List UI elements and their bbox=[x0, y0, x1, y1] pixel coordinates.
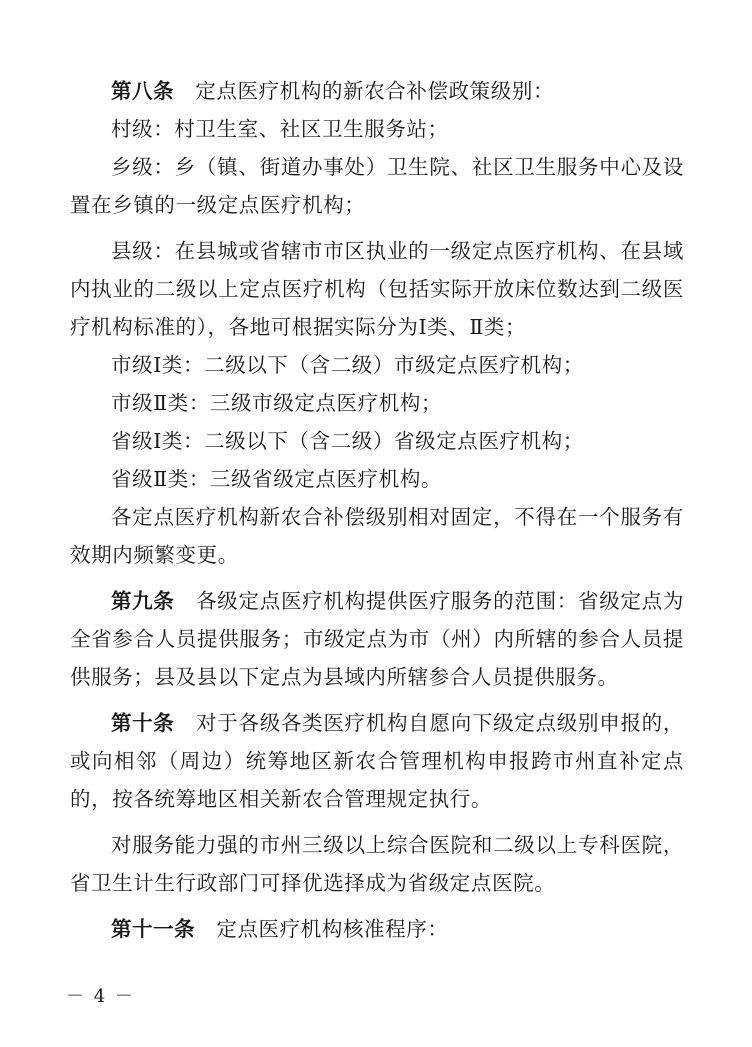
level-fixed-paragraph: 各定点医疗机构新农合补偿级别相对固定，不得在一个服务有效期内频繁变更。 bbox=[70, 505, 684, 567]
article-10-paragraph bbox=[70, 704, 684, 818]
county-level-paragraph: 县级：在县城或省辖市市区执业的一级定点医疗机构、在县域内执业的二级以上定点医疗机构（包括实际开放床位数达到二级医疗机构标准的），各地可根据实际分为Ⅰ类、Ⅱ类； bbox=[70, 239, 684, 339]
article-10-second-paragraph: 对服务能力强的市州三级以上综合医院和二级以上专科医院，省卫生计生行政部门可择优选择成为省级定点医院。 bbox=[70, 833, 684, 895]
article-10-label: 第十条 bbox=[111, 711, 175, 735]
article-11-text: 定点医疗机构核准程序： bbox=[216, 917, 449, 941]
article-11-paragraph bbox=[70, 910, 684, 948]
document-body bbox=[70, 72, 684, 948]
article-8-label: 第八条 bbox=[111, 79, 174, 103]
page-number: － 4 － bbox=[66, 986, 135, 1007]
village-level-paragraph: 村级：村卫生室、社区卫生服务站； bbox=[111, 117, 449, 141]
article-10-text: 对于各级各类医疗机构自愿向下级定点级别申报的，或向相邻（周边）统筹地区新农合管理机构申报跨市州直补定点的，按各统筹地区相关新农合管理规定执行。 bbox=[70, 711, 684, 811]
article-8-text: 定点医疗机构的新农合补偿政策级别： bbox=[195, 79, 555, 103]
province-class-1-paragraph: 省级Ⅰ类：二级以下（含二级）省级定点医疗机构； bbox=[111, 429, 584, 453]
city-class-1-paragraph: 市级Ⅰ类：二级以下（含二级）市级定点医疗机构； bbox=[111, 353, 584, 377]
article-11-label: 第十一条 bbox=[111, 917, 195, 941]
province-class-2-paragraph: 省级Ⅱ类：三级省级定点医疗机构。 bbox=[111, 467, 443, 491]
city-class-2-paragraph: 市级Ⅱ类：三级市级定点医疗机构； bbox=[111, 391, 443, 415]
township-level-paragraph: 乡级：乡（镇、街道办事处）卫生院、社区卫生服务中心及设置在乡镇的一级定点医疗机构； bbox=[70, 155, 684, 217]
article-9-text: 各级定点医疗机构提供医疗服务的范围：省级定点为全省参合人员提供服务；市级定点为市（州）内所辖的参合人员提供服务；县及县以下定点为县域内所辖参合人员提供服务。 bbox=[70, 589, 684, 689]
article-8-heading-paragraph bbox=[70, 72, 684, 110]
article-9-paragraph bbox=[70, 582, 684, 696]
article-9-label: 第九条 bbox=[111, 589, 175, 613]
